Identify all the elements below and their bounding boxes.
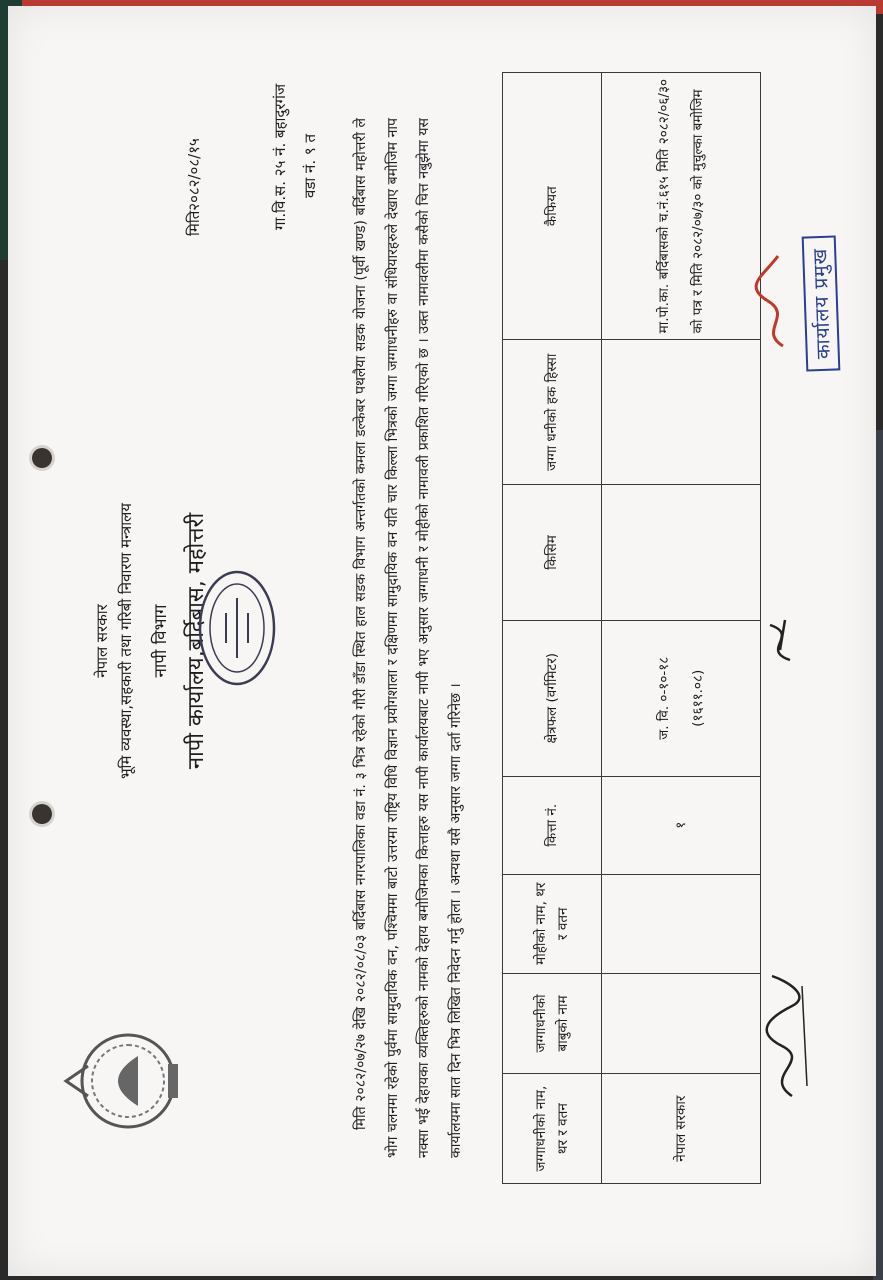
column-header: जग्गाधनीको बाबुको नाम: [503, 973, 602, 1074]
tenant-cell: [602, 874, 761, 973]
column-header: मोहीको नाम, थर र वतन: [503, 874, 602, 973]
punch-hole-icon: [32, 448, 52, 468]
header-ministry: भूमि व्यवस्था,सहकारी तथा गरिबी निवारण मन्त्रालय: [117, 503, 135, 779]
land-record-table: [502, 72, 761, 1184]
office-round-stamp-icon: [196, 568, 278, 688]
issue-date: मिति२०८२/०८/१५: [185, 138, 203, 236]
father-cell: [602, 973, 761, 1074]
signature-icon: [752, 966, 822, 1106]
notice-paragraph: मिति २०८२/०७/२७ देखि २०८२/०८/०३ बर्दिबास नगरपालिका वडा नं. ३ भित्र रहेको गौरी डाँडा स्थित हाल सडक विभाग अन्तर्गतको कमला डल्केबर पथलैया सडक योजना (पूर्वी खण्ड) बर्दिबास महोत्तरी ले भोग चलनमा रहेको पुर्वमा सामुदायिक वन, पश्चिममा बाटो उत्तरमा राष्ट्रिय विधि विज्ञान प्रयोगशाला र दक्षिणमा सामुदायिक वन यति चार किल्ला भित्रको जग्गा जग्गाधनीहरु वा संधियारहरुले देखाए बमोजिम नाप नक्सा भई देहायका व्यक्तिहरुको नामको देहाय बमोजिमका कित्ताहरु यस नापी कार्यालयबाट नापी भए अनुसार जग्गाधनी र मोहीको नामावली प्रकाशित गरिएको छ । उक्त नामावलीमा कसैको चित्त नबुझेमा यस कार्यालयमा सात दिन भित्र लिखित निवेदन गर्नु होला । अन्यथा यसै अनुसार जग्गा दर्ता गरिनेछ ।: [353, 118, 464, 1158]
owner-cell: नेपाल सरकार: [602, 1074, 761, 1184]
column-header: कित्ता नं.: [503, 776, 602, 874]
table-row: [602, 73, 761, 1184]
share-cell: [602, 340, 761, 485]
header-office: नापी कार्यालय,बर्दिबास, महोत्तरी: [184, 512, 209, 770]
rotated-notice: [8, 6, 876, 1276]
column-header: किसिम: [503, 485, 602, 621]
signature-icon: [738, 251, 808, 351]
area-primary: ज. वि. ०-१०-१८: [656, 656, 672, 740]
column-header: कैफियत: [503, 73, 602, 340]
notice-body: [346, 118, 472, 1158]
document-sheet: [8, 6, 876, 1276]
type-cell: [602, 485, 761, 621]
column-header: क्षेत्रफल (वर्गमिटर): [503, 620, 602, 776]
area-secondary: (१६११.०८): [690, 669, 706, 727]
remarks-cell: मा.पो.का. बर्दिबासको च.नं.६१५ मिति २०८२/०६/३० को पत्र र मिति २०८२/०७/३० को मुचुल्का बमोजिम: [602, 73, 761, 340]
column-header: जग्गाधनीको नाम, थर र वतन: [503, 1074, 602, 1184]
punch-hole-icon: [32, 804, 52, 824]
header-government: नेपाल सरकार: [93, 604, 111, 678]
table-header-row: [503, 73, 602, 1184]
address-line: गा.वि.स. २५ नं. बहादुरगंज: [271, 83, 289, 230]
ward-line: वडा नं. ९ त: [301, 134, 319, 198]
plot-number-cell: १: [602, 776, 761, 874]
header-department: नापी विभाग: [151, 604, 171, 678]
office-head-stamp: कार्यालय प्रमुख: [802, 235, 841, 371]
area-cell: [602, 620, 761, 776]
initials-icon: [750, 610, 810, 670]
column-header: जग्गा धनीको हक हिस्सा: [503, 340, 602, 485]
